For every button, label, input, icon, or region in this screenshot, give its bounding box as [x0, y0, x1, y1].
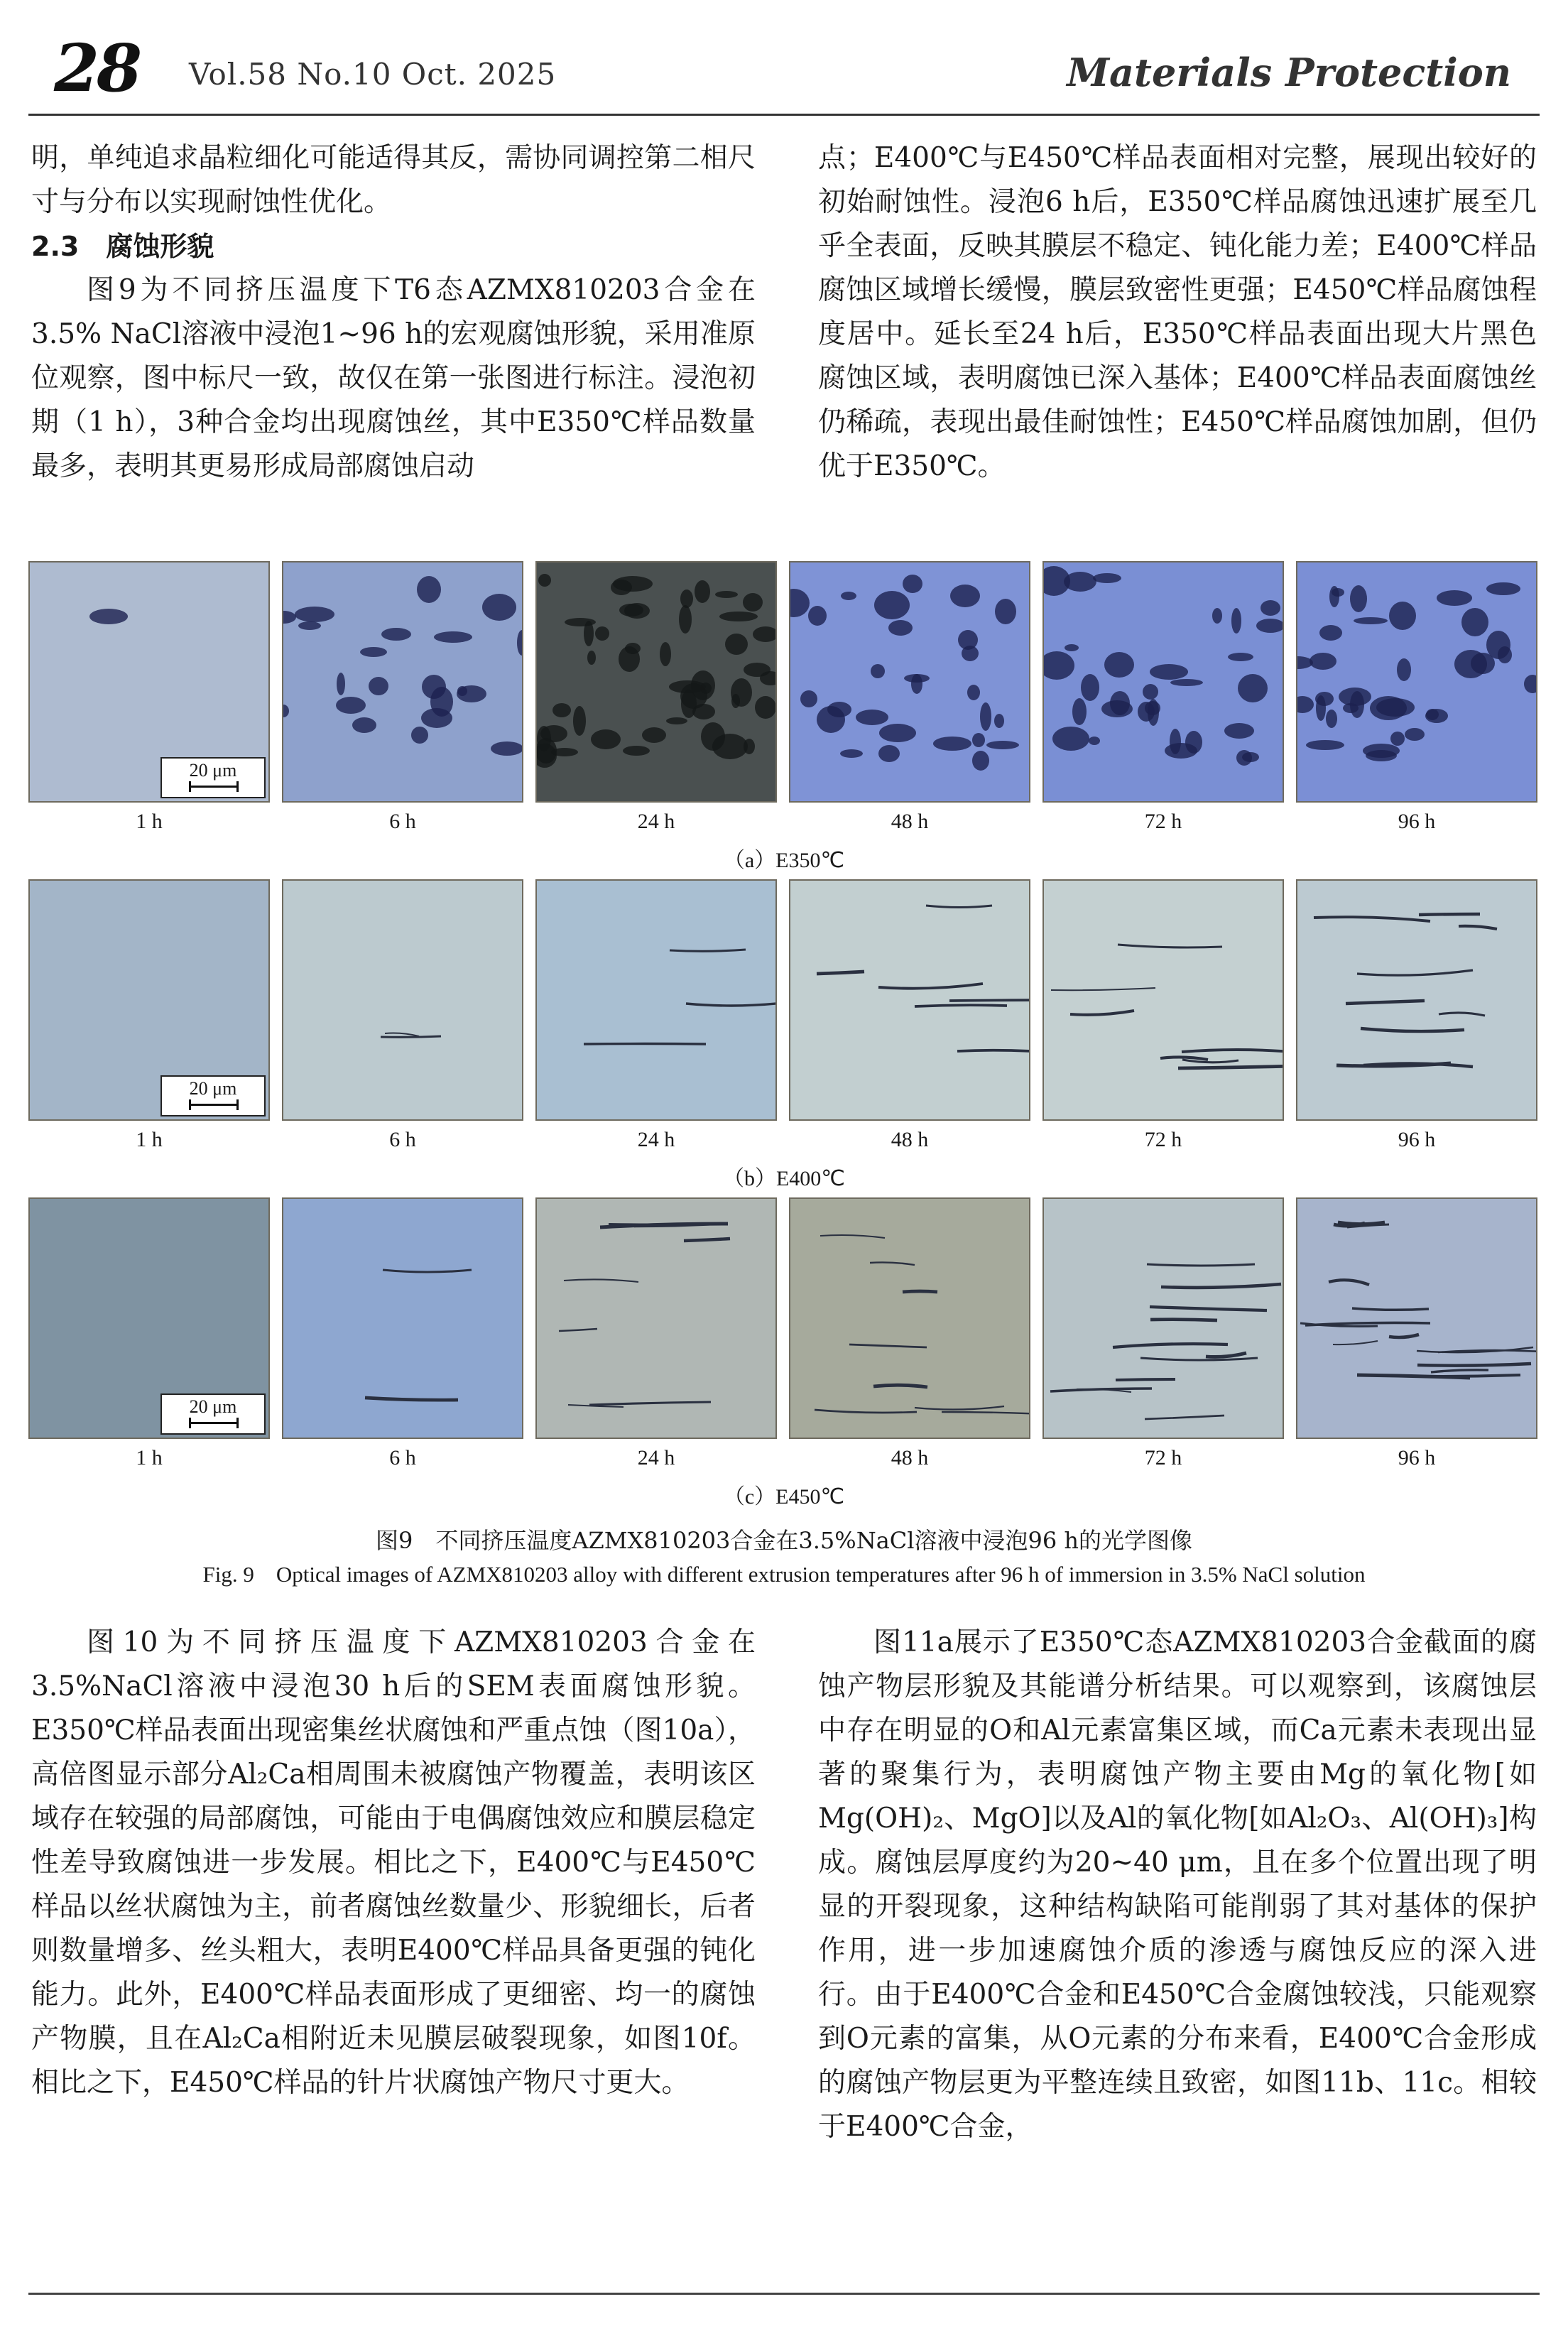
journal-name: Materials Protection — [1067, 50, 1511, 95]
micrograph-c-96h — [1296, 1197, 1537, 1439]
time-label: 72 h — [1144, 810, 1182, 833]
right-column-top — [818, 136, 1537, 489]
header-rule — [28, 114, 1540, 116]
micrograph-a-96h — [1296, 561, 1537, 803]
page-header — [28, 21, 1540, 114]
micrograph-b-24h — [535, 879, 777, 1121]
section-heading: 2.3 腐蚀形貌 — [31, 231, 214, 262]
micrograph-a-6h — [282, 561, 523, 803]
scale-bar-line — [189, 1104, 239, 1106]
row-label-b: （b）E400℃ — [722, 1167, 846, 1190]
figure-caption-en: Fig. 9 Optical images of AZMX810203 alloy with different extrusion temperatures after 96 h of immersion in 3.5% NaCl solution — [202, 1562, 1366, 1587]
issue-info: Vol.58 No.10 Oct. 2025 — [189, 57, 557, 92]
time-label: 72 h — [1144, 1446, 1182, 1469]
micrograph-c-24h — [535, 1197, 777, 1439]
left-column-top — [31, 136, 756, 489]
time-label: 1 h — [136, 1446, 163, 1469]
micrograph-c-6h — [282, 1197, 523, 1439]
time-label: 6 h — [389, 1446, 416, 1469]
micrograph-c-1h — [28, 1197, 270, 1439]
micrograph-c-72h — [1042, 1197, 1284, 1439]
micrograph-a-48h — [789, 561, 1030, 803]
scale-bar-label: 20 μm — [189, 760, 237, 781]
scale-bar — [160, 1075, 266, 1116]
time-label: 48 h — [891, 810, 929, 833]
time-label: 96 h — [1398, 810, 1436, 833]
left-column-bottom — [31, 1621, 756, 2105]
right-column-bottom — [818, 1621, 1537, 2149]
time-label: 24 h — [637, 810, 675, 833]
time-label: 24 h — [637, 1446, 675, 1469]
time-label: 72 h — [1144, 1128, 1182, 1151]
footer-rule — [28, 2293, 1540, 2295]
paragraph: 图11a展示了E350℃态AZMX810203合金截面的腐蚀产物层形貌及其能谱分析结果。可以观察到，该腐蚀层中存在明显的O和Al元素富集区域，而Ca元素未表现出显著的聚集行为，表明腐蚀产物主要由Mg的氧化物[如Mg(OH)₂、MgO]以及Al的氧化物[如Al₂O₃、Al(OH)₃]构成。腐蚀层厚度约为20~40 μm，且在多个位置出现了明显的开裂现象，这种结构缺陷可能削弱了其对基体的保护作用，进一步加速腐蚀介质的渗透与腐蚀反应的深入进行。由于E400℃合金和E450℃合金腐蚀较浅，只能观察到O元素的富集，从O元素的分布来看，E400℃合金形成的腐蚀产物层更为平整连续且致密，如图11b、11c。相较于E400℃合金， — [818, 1626, 1537, 2143]
paragraph: 图10为不同挤压温度下AZMX810203合金在3.5%NaCl溶液中浸泡30 h后的SEM表面腐蚀形貌。E350℃样品表面出现密集丝状腐蚀和严重点蚀（图10a），高倍图显示部分Al₂Ca相周围未被腐蚀产物覆盖，表明该区域存在较强的局部腐蚀，可能由于电偶腐蚀效应和膜层稳定性差导致腐蚀进一步发展。相比之下，E400℃与E450℃样品以丝状腐蚀为主，前者腐蚀丝数量少、形貌细长，后者则数量增多、丝头粗大，表明E400℃样品具备更强的钝化能力。此外，E400℃样品表面形成了更细密、均一的腐蚀产物膜，且在Al₂Ca相附近未见膜层破裂现象，如图10f。相比之下，E450℃样品的针片状腐蚀产物尺寸更大。 — [31, 1626, 756, 2099]
micrograph-b-72h — [1042, 879, 1284, 1121]
paragraph: 点；E400℃与E450℃样品表面相对完整，展现出较好的初始耐蚀性。浸泡6 h后，E350℃样品腐蚀迅速扩展至几乎全表面，反映其膜层不稳定、钝化能力差；E400℃样品腐蚀区域增长缓慢，膜层致密性更强；E450℃样品腐蚀程度居中。延长至24 h后，E350℃样品表面出现大片黑色腐蚀区域，表明腐蚀已深入基体；E400℃样品表面腐蚀丝仍稀疏，表现出最佳耐蚀性；E450℃样品腐蚀加剧，但仍优于E350℃。 — [818, 142, 1537, 482]
page-number: 28 — [54, 30, 140, 107]
micrograph-a-72h — [1042, 561, 1284, 803]
scale-bar-line — [189, 786, 239, 788]
micrograph-a-1h — [28, 561, 270, 803]
time-label: 24 h — [637, 1128, 675, 1151]
scale-bar-line — [189, 1422, 239, 1424]
micrograph-a-24h — [535, 561, 777, 803]
time-label: 1 h — [136, 1128, 163, 1151]
time-label: 96 h — [1398, 1446, 1436, 1469]
time-label: 96 h — [1398, 1128, 1436, 1151]
micrograph-b-1h — [28, 879, 270, 1121]
scale-bar — [160, 1393, 266, 1435]
micrograph-b-96h — [1296, 879, 1537, 1121]
row-label-a: （a）E350℃ — [723, 849, 845, 872]
scale-bar-label: 20 μm — [189, 1396, 237, 1417]
paragraph: 明，单纯追求晶粒细化可能适得其反，需协同调控第二相尺寸与分布以实现耐蚀性优化。 — [31, 142, 756, 218]
paragraph: 图9为不同挤压温度下T6态AZMX810203合金在3.5% NaCl溶液中浸泡1~96 h的宏观腐蚀形貌，采用准原位观察，图中标尺一致，故仅在第一张图进行标注。浸泡初期（1 h），3种合金均出现腐蚀丝，其中E350℃样品数量最多，表明其更易形成局部腐蚀启动 — [31, 274, 756, 482]
figure-9 — [28, 561, 1540, 1612]
row-label-c: （c）E450℃ — [723, 1485, 845, 1509]
time-label: 6 h — [389, 810, 416, 833]
micrograph-b-6h — [282, 879, 523, 1121]
figure-caption-cn: 图9 不同挤压温度AZMX810203合金在3.5%NaCl溶液中浸泡96 h的光学图像 — [375, 1527, 1192, 1554]
time-label: 1 h — [136, 810, 163, 833]
time-label: 48 h — [891, 1446, 929, 1469]
micrograph-b-48h — [789, 879, 1030, 1121]
scale-bar-label: 20 μm — [189, 1078, 237, 1099]
time-label: 48 h — [891, 1128, 929, 1151]
micrograph-c-48h — [789, 1197, 1030, 1439]
time-label: 6 h — [389, 1128, 416, 1151]
scale-bar — [160, 757, 266, 798]
